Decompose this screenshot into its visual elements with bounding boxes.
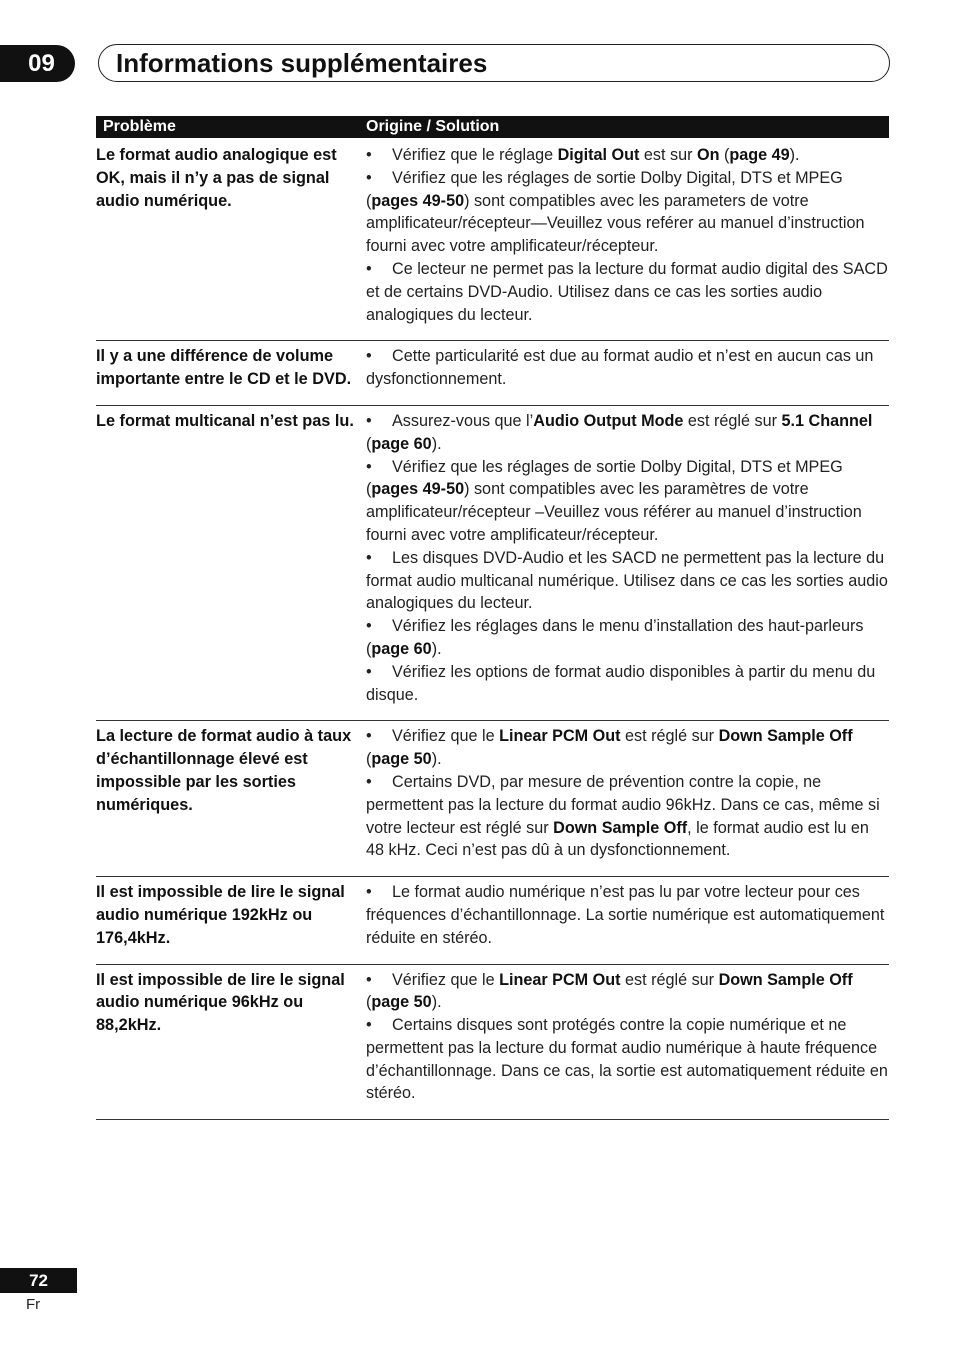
bullet-icon: • (366, 1016, 372, 1035)
body-text: ) sont compatibles avec les paramètres de votre amplificateur/récepteur –Veuillez vous référer au manuel d’instruction fourni avec votre amplificateur/récepteur. (366, 480, 862, 544)
problem-cell: Il est impossible de lire le signal audio numérique 96kHz ou 88,2kHz. (96, 970, 345, 1035)
table-row (96, 721, 889, 877)
table-header (96, 116, 889, 138)
emphasis-text: page 60 (371, 639, 432, 658)
problem-cell: Le format multicanal n’est pas lu. (96, 411, 354, 430)
solution-item (366, 725, 889, 771)
bullet-icon: • (366, 970, 372, 989)
bullet-icon: • (366, 259, 372, 278)
body-text: Assurez-vous que l’ (392, 411, 534, 430)
solution-cell (366, 969, 889, 1106)
solution-cell (366, 410, 889, 706)
body-text: ). (789, 146, 800, 164)
body-text: ). (431, 639, 442, 658)
body-text: ( (366, 434, 372, 453)
bullet-icon: • (366, 411, 372, 430)
body-text: , le format audio est lu en 48 kHz. Ceci n’est pas dû à un dysfonctionnement. (366, 818, 869, 860)
emphasis-text: Linear PCM Out (499, 727, 621, 746)
problem-cell: Il y a une différence de volume importante entre le CD et le DVD. (96, 347, 352, 389)
page-title: Informations supplémentaires (116, 48, 488, 78)
chapter-number-badge: 09 (0, 45, 75, 82)
body-text: Certains disques sont protégés contre la copie numérique et ne permettent pas la lecture du format audio numérique à haute fréquence d’échantillonnage. Dans ce cas, la sortie est automatiquement réduite en stéréo. (366, 1016, 888, 1103)
body-text: est réglé sur (683, 411, 782, 430)
bullet-icon: • (366, 168, 372, 187)
emphasis-text: Down Sample Off (718, 970, 853, 989)
body-text: est sur (639, 146, 697, 164)
body-text: Les disques DVD-Audio et les SACD ne permettent pas la lecture du format audio multicanal numérique. Utilisez dans ce cas les sorties audio analogiques du lecteur. (366, 548, 888, 613)
solution-item (366, 771, 889, 862)
solution-item (366, 456, 889, 547)
emphasis-text: pages 49-50 (371, 480, 465, 499)
table-row (96, 406, 889, 721)
bullet-icon: • (366, 772, 372, 791)
body-text: ( (719, 146, 730, 164)
body-text: Cette particularité est due au format audio et n’est en aucun cas un dysfonctionnement. (366, 347, 874, 389)
emphasis-text: Down Sample Off (718, 727, 853, 746)
page-number: 72 (0, 1268, 77, 1293)
solution-item (366, 547, 889, 615)
solution-item (366, 881, 889, 949)
solution-cell (366, 725, 889, 862)
solution-cell (366, 144, 889, 326)
body-text: est réglé sur (620, 970, 719, 989)
table-row (96, 877, 889, 964)
problem-cell: La lecture de format audio à taux d’échantillonnage élevé est impossible par les sorties numériques. (96, 727, 352, 814)
emphasis-text: page 50 (371, 750, 432, 769)
emphasis-text: 5.1 Channel (781, 411, 873, 430)
column-header-solution: Origine / Solution (366, 118, 500, 135)
column-header-problem: Problème (103, 118, 176, 135)
emphasis-text: page 49 (729, 146, 790, 164)
page-title-box (98, 44, 890, 82)
language-code: Fr (26, 1296, 41, 1313)
body-text: Vérifiez les options de format audio disponibles à partir du menu du disque. (366, 662, 876, 704)
emphasis-text: Linear PCM Out (499, 970, 621, 989)
body-text: Vérifiez que les réglages de sortie Dolby Digital, DTS et MPEG ( (366, 457, 843, 499)
emphasis-text: Audio Output Mode (533, 411, 684, 430)
table-body (96, 138, 889, 1120)
solution-item (366, 345, 889, 391)
body-text: Ce lecteur ne permet pas la lecture du format audio digital des SACD et de certains DVD-Audio. Utilisez dans ce cas les sorties audio analogiques du lecteur. (366, 259, 888, 324)
solution-item (366, 661, 889, 707)
emphasis-text: Down Sample Off (553, 818, 688, 837)
bullet-icon: • (366, 347, 372, 366)
body-text: ( (366, 750, 372, 769)
table-row (96, 138, 889, 341)
solution-item (366, 1014, 889, 1105)
body-text: Certains DVD, par mesure de prévention contre la copie, ne permettent pas la lecture du format audio 96kHz. Dans ce cas, même si votre lecteur est réglé sur (366, 772, 880, 837)
bullet-icon: • (366, 883, 372, 902)
solution-item (366, 144, 889, 167)
bullet-icon: • (366, 457, 372, 476)
solution-cell (366, 345, 889, 391)
body-text: Vérifiez les réglages dans le menu d’installation des haut-parleurs ( (366, 617, 864, 658)
emphasis-text: Digital Out (557, 146, 640, 164)
bullet-icon: • (366, 146, 372, 164)
body-text: ). (431, 993, 442, 1012)
bullet-icon: • (366, 662, 372, 681)
body-text: ). (431, 750, 442, 769)
body-text: ). (431, 434, 442, 453)
emphasis-text: page 60 (371, 434, 432, 453)
body-text: ) sont compatibles avec les parameters de votre amplificateur/récepteur—Veuillez vous reférer au manuel d’instruction fourni avec votre amplificateur/récepteur. (366, 191, 865, 256)
bullet-icon: • (366, 727, 372, 746)
emphasis-text: pages 49-50 (371, 191, 465, 210)
solution-item (366, 969, 889, 1015)
body-text: Vérifiez que les réglages de sortie Dolby Digital, DTS et MPEG ( (366, 168, 843, 210)
body-text: est réglé sur (620, 727, 719, 746)
body-text: ( (366, 993, 372, 1012)
table-row (96, 341, 889, 406)
body-text: Vérifiez que le réglage (392, 146, 558, 164)
solution-item (366, 615, 889, 661)
solution-item (366, 167, 889, 258)
solution-item (366, 258, 889, 326)
bullet-icon: • (366, 548, 372, 567)
solution-cell (366, 881, 889, 949)
solution-item (366, 410, 889, 456)
body-text: Le format audio numérique n’est pas lu par votre lecteur pour ces fréquences d’échantillonnage. La sortie numérique est automatiquement réduite en stéréo. (366, 883, 885, 947)
bullet-icon: • (366, 617, 372, 636)
table-row (96, 965, 889, 1121)
emphasis-text: page 50 (371, 993, 432, 1012)
body-text: Vérifiez que le (392, 970, 500, 989)
emphasis-text: On (697, 146, 720, 164)
troubleshooting-table (96, 116, 889, 1120)
body-text: Vérifiez que le (392, 727, 500, 746)
problem-cell: Le format audio analogique est OK, mais il n’y a pas de signal audio numérique. (96, 146, 337, 210)
problem-cell: Il est impossible de lire le signal audio numérique 192kHz ou 176,4kHz. (96, 883, 345, 947)
